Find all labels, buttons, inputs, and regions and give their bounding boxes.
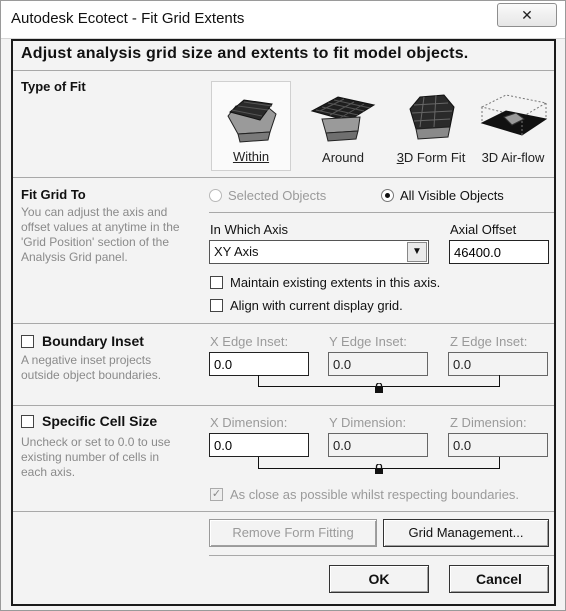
- window-title: Autodesk Ecotect - Fit Grid Extents: [11, 10, 245, 27]
- 3d-form-fit-icon: [396, 85, 466, 147]
- close-button[interactable]: [497, 3, 557, 27]
- close-as-possible-checkbox[interactable]: ✓ As close as possible whilst respecting boundaries.: [211, 487, 520, 502]
- lock-icon[interactable]: [374, 383, 384, 393]
- grid-management-button[interactable]: Grid Management...: [383, 519, 549, 547]
- 3d-airflow-icon: [476, 85, 550, 147]
- axial-offset-label: Axial Offset: [450, 222, 517, 237]
- dialog-frame: [11, 39, 556, 606]
- align-display-grid-checkbox[interactable]: Align with current display grid.: [210, 298, 403, 313]
- x-edge-inset-label: X Edge Inset:: [210, 334, 289, 349]
- checkbox-box[interactable]: [210, 299, 223, 312]
- dialog-heading: Adjust analysis grid size and extents to fit model objects.: [21, 45, 469, 62]
- fit-option-3d-airflow[interactable]: [473, 81, 553, 171]
- fit-option-label: 3D Form Fit: [396, 150, 466, 165]
- fit-option-label: Within: [232, 149, 270, 164]
- radio-indicator: [209, 189, 222, 202]
- fit-option-label: Around: [322, 150, 364, 165]
- divider: [209, 555, 554, 556]
- radio-selected-objects[interactable]: Selected Objects: [209, 188, 326, 203]
- maintain-extents-checkbox[interactable]: Maintain existing extents in this axis.: [210, 275, 440, 290]
- divider: [209, 212, 554, 213]
- z-edge-inset-input[interactable]: [448, 352, 548, 376]
- fit-type-panel: [211, 81, 551, 171]
- axis-label: In Which Axis: [210, 222, 289, 237]
- x-dimension-label: X Dimension:: [210, 415, 288, 430]
- ok-button[interactable]: OK: [329, 565, 429, 593]
- remove-form-fitting-button[interactable]: Remove Form Fitting: [209, 519, 377, 547]
- fit-option-within[interactable]: [211, 81, 291, 171]
- fit-option-around[interactable]: [303, 81, 383, 171]
- axis-select[interactable]: XY Axis ▼: [209, 240, 429, 264]
- fit-option-label: 3D Air-flow: [481, 150, 545, 165]
- divider: [13, 511, 554, 512]
- divider: [13, 405, 554, 406]
- type-of-fit-title: Type of Fit: [21, 79, 86, 94]
- z-dimension-input[interactable]: [448, 433, 548, 457]
- title-bar: [1, 1, 565, 39]
- divider: [13, 177, 554, 178]
- z-edge-inset-label: Z Edge Inset:: [450, 334, 528, 349]
- checkbox-box[interactable]: [210, 276, 223, 289]
- y-edge-inset-input[interactable]: [328, 352, 428, 376]
- fit-grid-to-title: Fit Grid To: [21, 187, 86, 202]
- boundary-inset-toggle[interactable]: Boundary Inset: [21, 333, 144, 349]
- checkbox-box[interactable]: [21, 415, 34, 428]
- within-icon: [216, 86, 286, 148]
- chevron-down-icon[interactable]: ▼: [407, 242, 427, 262]
- x-edge-inset-input[interactable]: [209, 352, 309, 376]
- lock-icon[interactable]: [374, 464, 384, 474]
- specific-cell-size-description: Uncheck or set to 0.0 to use existing number of cells in each axis.: [21, 435, 171, 479]
- y-dimension-input[interactable]: [328, 433, 428, 457]
- checkbox-box[interactable]: [21, 335, 34, 348]
- close-icon: ✕: [521, 7, 533, 23]
- divider: [13, 70, 554, 71]
- y-edge-inset-label: Y Edge Inset:: [329, 334, 407, 349]
- radio-indicator: [381, 189, 394, 202]
- specific-cell-size-toggle[interactable]: Specific Cell Size: [21, 413, 157, 429]
- x-dimension-input[interactable]: [209, 433, 309, 457]
- axial-offset-input[interactable]: [449, 240, 549, 264]
- checkbox-box[interactable]: ✓: [211, 488, 222, 500]
- divider: [13, 323, 554, 324]
- fit-grid-to-description: You can adjust the axis and offset values at anytime in the 'Grid Position' section of the Analysis Grid panel.: [21, 205, 180, 264]
- around-icon: [308, 85, 378, 147]
- fit-option-3d-form-fit[interactable]: [391, 81, 471, 171]
- cancel-button[interactable]: Cancel: [449, 565, 549, 593]
- y-dimension-label: Y Dimension:: [329, 415, 407, 430]
- radio-all-visible-objects[interactable]: All Visible Objects: [381, 188, 504, 203]
- boundary-inset-description: A negative inset projects outside object boundaries.: [21, 353, 162, 382]
- z-dimension-label: Z Dimension:: [450, 415, 527, 430]
